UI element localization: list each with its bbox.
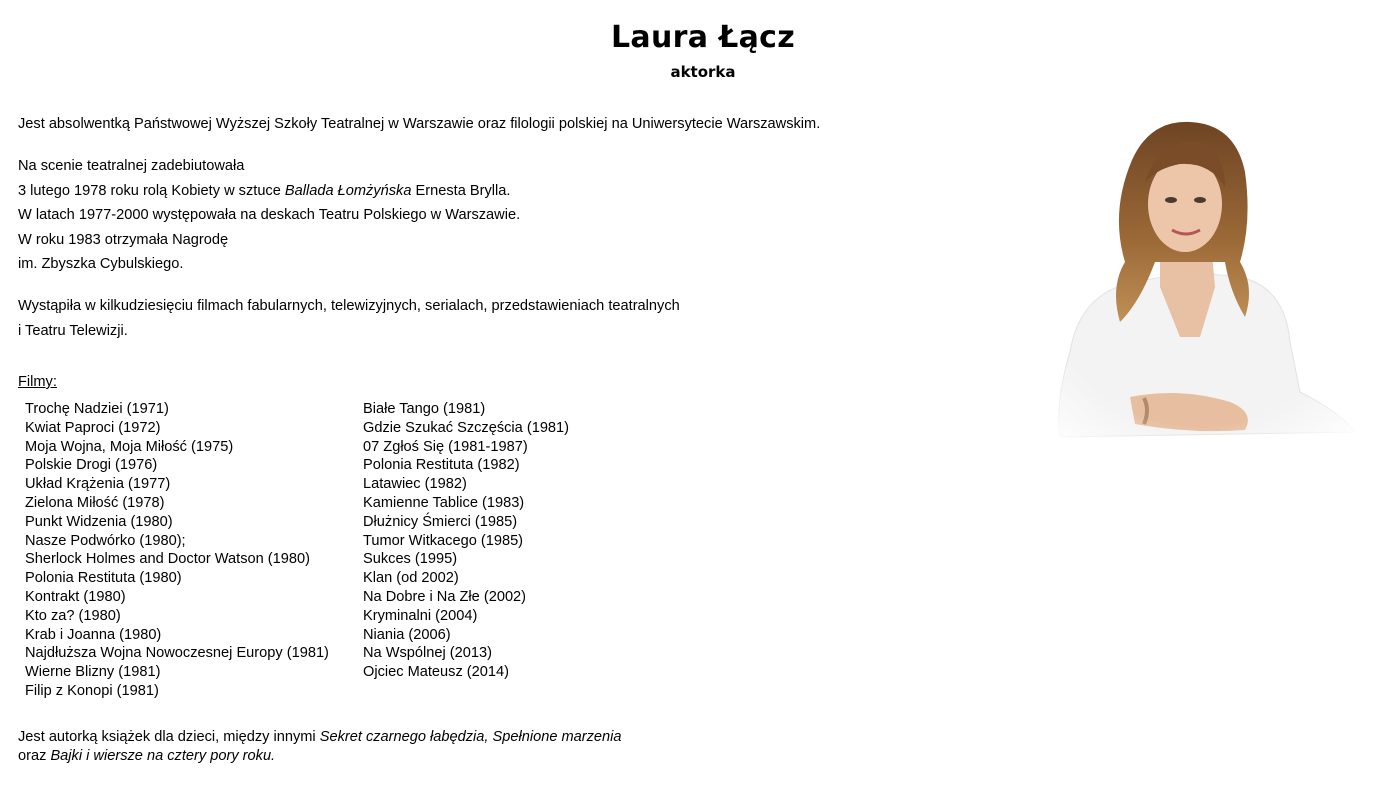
film-item: Dłużnicy Śmierci (1985) [363,513,518,530]
books-intro-text: Jest autorką książek dla dzieci, między innymi [18,729,320,745]
film-item: 07 Zgłoś Się (1981-1987) [363,438,528,455]
bio-debut-line-4: W roku 1983 otrzymała Nagrodę [18,231,229,248]
film-item: Gdzie Szukać Szczęścia (1981) [363,419,570,436]
film-item: Białe Tango (1981) [363,401,486,417]
books-paragraph [18,728,622,765]
play-title: Ballada Łomżyńska [284,182,412,199]
photo-fade-overlay [1040,112,1360,452]
bio-debut-text: 3 lutego 1978 roku rolą Kobiety w sztuce [18,182,285,199]
books-line-2 [18,747,622,766]
books-conjunction: oraz [18,747,51,764]
bio-films-intro-line-1: Wystąpiła w kilkudziesięciu filmach fabularnych, telewizyjnych, serialach, przedstawieniach teatralnych [18,298,680,314]
film-item: Kto za? (1980) [25,607,121,624]
film-item: Kontrakt (1980) [25,588,126,605]
films-list-right [363,400,569,682]
film-item: Krab i Joanna (1980) [25,626,162,643]
films-list-left [25,400,329,701]
film-item: Ojciec Mateusz (2014) [363,664,509,681]
film-item: Kryminalni (2004) [363,607,478,624]
bio-debut-line-1: Na scenie teatralnej zadebiutowała [18,158,245,174]
book-title: Bajki i wiersze na cztery pory roku. [50,747,276,764]
subtitle-role: aktorka [670,63,736,81]
films-heading: Filmy: [18,374,57,390]
film-item: Wierne Blizny (1981) [25,664,161,681]
film-item: Sukces (1995) [363,551,458,568]
film-item: Najdłuższa Wojna Nowoczesnej Europy (1981) [25,645,329,662]
books-line-1 [18,728,622,747]
film-item: Punkt Widzenia (1980) [25,513,173,530]
film-item: Niania (2006) [363,626,451,643]
film-item: Na Dobre i Na Złe (2002) [363,588,527,605]
bio-education: Jest absolwentką Państwowej Wyższej Szkoły Teatralnej w Warszawie oraz filologii polskiej na Uniwersytecie Warszawskim. [18,116,821,132]
book-titles: Sekret czarnego łabędzia, Spełnione marzenia [319,729,622,745]
film-item: Na Wspólnej (2013) [363,645,492,662]
bio-debut-line-2 [18,179,520,204]
film-item: Klan (od 2002) [363,570,459,587]
bio-films-intro-line-2: i Teatru Telewizji. [18,322,128,339]
film-item: Polonia Restituta (1982) [363,457,520,474]
bio-debut-line-3: W latach 1977-2000 występowała na deskach Teatru Polskiego w Warszawie. [18,207,521,224]
film-item: Zielona Miłość (1978) [25,494,165,511]
film-item: Nasze Podwórko (1980); [25,532,186,549]
film-item: Sherlock Holmes and Doctor Watson (1980) [25,551,310,568]
film-item: Moja Wojna, Moja Miłość (1975) [25,438,234,455]
film-item: Tumor Witkacego (1985) [363,532,524,549]
film-item: Polonia Restituta (1980) [25,570,182,587]
film-item: Kwiat Paproci (1972) [25,419,161,436]
film-item: Układ Krążenia (1977) [25,476,171,493]
film-item: Polskie Drogi (1976) [25,457,158,474]
bio-debut-author: Ernesta Brylla. [411,182,511,199]
page-title: Laura Łącz [611,20,795,55]
bio-films-intro [18,294,680,343]
film-item: Kamienne Tablice (1983) [363,494,525,511]
film-item: Trochę Nadziei (1971) [25,401,169,417]
portrait-photo [1040,112,1360,452]
film-item: Filip z Konopi (1981) [25,682,159,699]
film-item: Latawiec (1982) [363,476,467,493]
bio-debut [18,154,520,277]
bio-debut-line-5: im. Zbyszka Cybulskiego. [18,256,184,273]
